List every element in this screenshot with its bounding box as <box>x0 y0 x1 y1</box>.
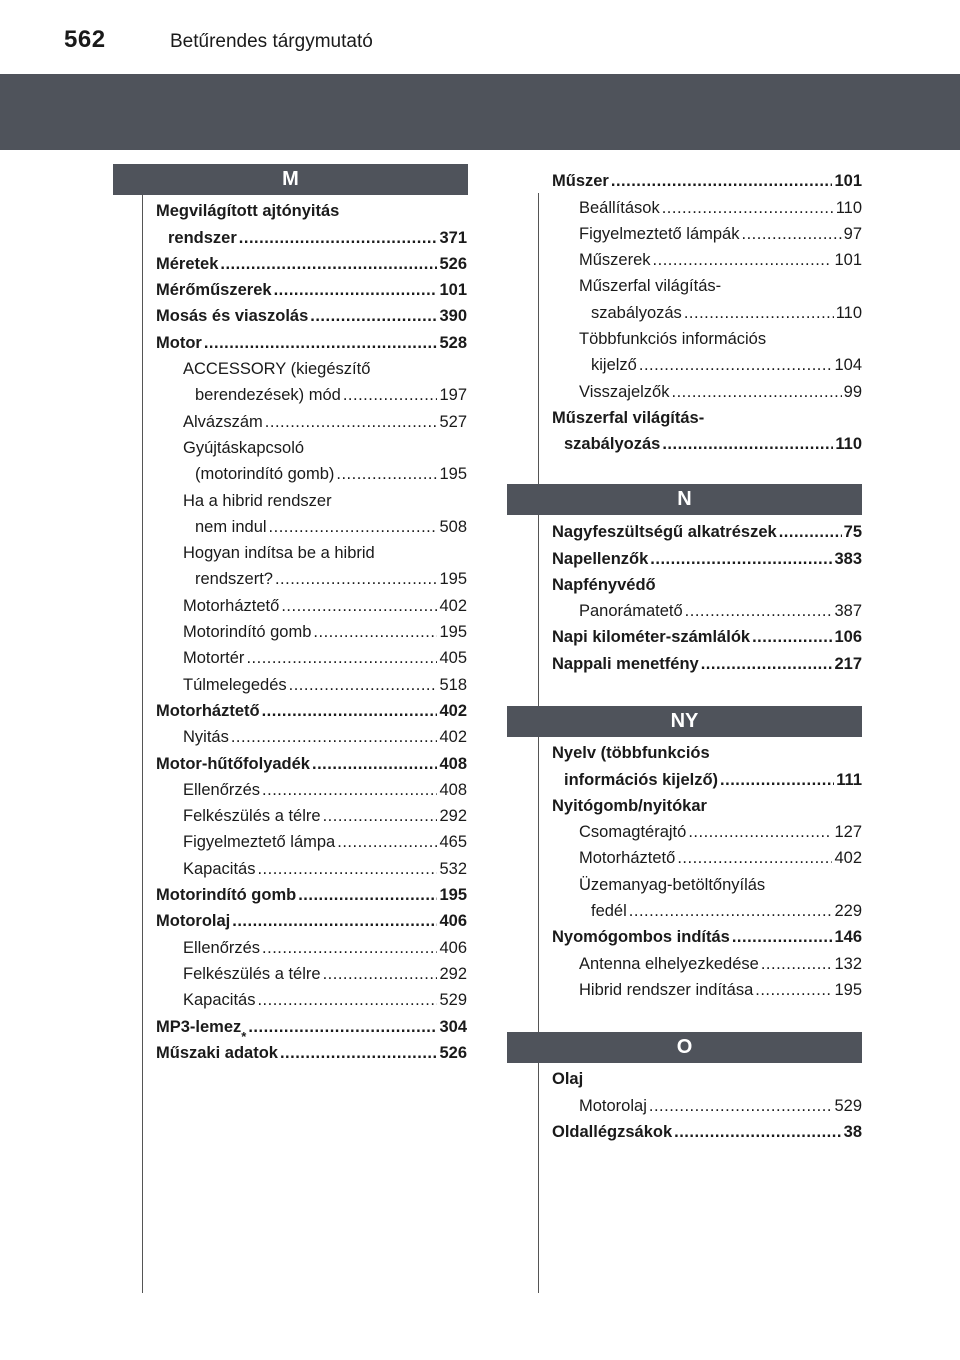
index-entry-term: Csomagtérajtó <box>579 823 687 842</box>
leader-dots <box>289 676 438 695</box>
index-entry-term: Kapacitás <box>183 859 256 878</box>
index-entry <box>156 563 467 589</box>
index-entry <box>156 221 467 247</box>
leader-dots <box>269 518 438 537</box>
index-entry-page: 195 <box>439 570 467 589</box>
leader-dots <box>262 781 437 800</box>
index-entry <box>156 984 467 1010</box>
index-entry <box>156 852 467 878</box>
index-entry-page: 406 <box>439 938 467 957</box>
index-entry <box>156 616 467 642</box>
index-entry <box>552 296 862 322</box>
index-entry-page: 101 <box>834 172 862 191</box>
index-entry-term: Műszerfal világítás- <box>579 277 722 296</box>
index-entry-term: Nappali menetfény <box>552 654 699 673</box>
index-entry-term: Figyelmeztető lámpa <box>183 833 336 852</box>
index-entry <box>552 621 862 647</box>
index-entry-page: 111 <box>836 770 862 789</box>
index-entry <box>156 931 467 957</box>
leader-dots <box>671 383 841 402</box>
index-entry <box>156 1037 467 1063</box>
index-entry <box>552 842 862 868</box>
index-entry-term: Műszerek <box>579 251 651 270</box>
section-header-o: O <box>507 1032 862 1063</box>
index-entry <box>552 1063 862 1089</box>
index-entry <box>552 349 862 375</box>
index-entry-page: 402 <box>439 728 467 747</box>
index-entry-term: Mosás és viaszolás <box>156 307 309 326</box>
leader-dots <box>343 386 438 405</box>
leader-dots <box>649 1097 833 1116</box>
index-entry-term: Napfényvédő <box>552 575 656 594</box>
index-entry-page: 528 <box>439 333 467 352</box>
index-entry-page: 195 <box>834 980 862 999</box>
leader-dots <box>720 771 834 790</box>
leader-dots <box>755 981 832 1000</box>
index-entry <box>156 405 467 431</box>
leader-dots <box>239 229 438 248</box>
leader-dots <box>639 356 833 375</box>
index-entry-term: Motorháztető <box>183 596 280 615</box>
leader-dots <box>204 334 438 353</box>
index-entry-page: 195 <box>439 623 467 642</box>
leader-dots <box>629 902 833 921</box>
leader-dots <box>662 199 834 218</box>
index-entry-term: Ha a hibrid rendszer <box>183 491 332 510</box>
index-entry-page: 292 <box>439 964 467 983</box>
index-entry-page: 465 <box>439 833 467 852</box>
index-entry-term: szabályozás <box>564 435 661 454</box>
index-entry-term: Motorindító gomb <box>183 623 312 642</box>
index-entry <box>552 428 862 454</box>
index-entry <box>552 947 862 973</box>
index-list-m-right <box>552 165 862 454</box>
index-entry-page: 132 <box>834 954 862 973</box>
index-entry <box>552 323 862 349</box>
index-entry <box>552 763 862 789</box>
leader-dots <box>732 928 833 947</box>
index-entry-page: 402 <box>834 849 862 868</box>
index-entry <box>552 375 862 401</box>
leader-dots <box>684 304 834 323</box>
leader-dots <box>257 860 437 879</box>
index-entry-page: 408 <box>439 780 467 799</box>
index-entry-term: Panorámatető <box>579 602 683 621</box>
index-entry-term: Olaj <box>552 1070 584 1089</box>
index-entry <box>156 248 467 274</box>
leader-dots <box>779 523 842 542</box>
index-entry <box>156 879 467 905</box>
index-entry-term: Motorháztető <box>156 701 260 720</box>
leader-dots <box>312 755 437 774</box>
index-entry-page: 38 <box>843 1122 862 1141</box>
leader-dots <box>298 886 437 905</box>
index-entry <box>156 800 467 826</box>
page-title: Betűrendes tárgymutató <box>170 31 373 52</box>
index-entry-term: rendszer <box>168 228 237 247</box>
index-entry-term: ACCESSORY (kiegészítő <box>183 360 371 379</box>
index-entry-term: Felkészülés a télre <box>183 807 321 826</box>
index-entry <box>156 326 467 352</box>
index-entry-term: Méretek <box>156 254 219 273</box>
index-entry-page: 408 <box>439 754 467 773</box>
leader-dots <box>761 955 833 974</box>
index-entry-page: 406 <box>439 912 467 931</box>
index-entry-term: fedél <box>591 902 627 921</box>
leader-dots <box>262 939 437 958</box>
index-entry <box>552 218 862 244</box>
leader-dots <box>685 602 833 621</box>
index-entry-page: 402 <box>439 596 467 615</box>
index-entry-page: 75 <box>843 523 862 542</box>
leader-dots <box>275 570 438 589</box>
index-entry <box>156 432 467 458</box>
index-entry-page: 518 <box>439 675 467 694</box>
section-header-m: M <box>113 164 468 195</box>
index-entry-page: 101 <box>834 251 862 270</box>
index-entry-term: (motorindító gomb) <box>195 465 335 484</box>
index-entry-page: 292 <box>439 807 467 826</box>
index-entry-term: Műszaki adatok <box>156 1043 278 1062</box>
right-column-rule <box>538 193 539 1293</box>
index-entry-term: információs kijelző) <box>564 770 719 789</box>
index-entry <box>156 458 467 484</box>
index-entry-term: Figyelmeztető lámpák <box>579 224 740 243</box>
page-number: 562 <box>64 26 106 53</box>
leader-dots <box>650 550 832 569</box>
index-entry <box>156 589 467 615</box>
index-entry-page: 529 <box>439 991 467 1010</box>
index-entry-term: Üzemanyag-betöltőnyílás <box>579 875 766 894</box>
leader-dots <box>688 823 832 842</box>
index-entry-page: 371 <box>439 228 467 247</box>
index-entry-page: 387 <box>834 602 862 621</box>
index-entry-page: 195 <box>439 886 467 905</box>
index-entry <box>552 542 862 568</box>
leader-dots <box>220 255 437 274</box>
index-list-ny <box>552 737 862 1000</box>
index-list-m-left <box>156 195 467 1063</box>
leader-dots <box>280 1044 438 1063</box>
leader-dots <box>281 597 437 616</box>
leader-dots <box>752 628 832 647</box>
index-entry-page: 529 <box>834 1096 862 1115</box>
index-entry <box>552 270 862 296</box>
index-entry <box>552 516 862 542</box>
index-entry-term: Alvázszám <box>183 412 263 431</box>
index-entry-term: Motorháztető <box>579 849 676 868</box>
index-entry-page: 390 <box>439 307 467 326</box>
index-entry-term: Megvilágított ajtónyitás <box>156 202 340 221</box>
index-entry-page: 97 <box>843 224 862 243</box>
leader-dots <box>337 833 437 852</box>
index-entry-term: Ellenőrzés <box>183 938 261 957</box>
index-entry-page: 195 <box>439 465 467 484</box>
index-entry <box>156 484 467 510</box>
index-list-n <box>552 516 862 674</box>
index-entry <box>156 695 467 721</box>
index-entry-term: Műszerfal világítás- <box>552 408 705 427</box>
index-entry-page: 110 <box>835 303 862 322</box>
index-entry <box>156 379 467 405</box>
index-entry-page: 110 <box>835 198 862 217</box>
index-entry-page: 217 <box>834 654 862 673</box>
leader-dots <box>336 465 437 484</box>
index-entry-page: 405 <box>439 649 467 668</box>
index-entry-term: Beállítások <box>579 198 660 217</box>
index-entry <box>156 353 467 379</box>
index-entry-term: Oldallégzsákok <box>552 1122 673 1141</box>
section-header-n: N <box>507 484 862 515</box>
index-entry <box>552 402 862 428</box>
index-entry <box>552 1089 862 1115</box>
index-entry-term: Napi kilométer-számlálók <box>552 628 751 647</box>
index-entry <box>552 921 862 947</box>
index-entry-term: berendezések) mód <box>195 386 341 405</box>
leader-dots <box>611 172 833 191</box>
index-entry <box>552 895 862 921</box>
index-entry-page: 508 <box>439 517 467 536</box>
leader-dots <box>232 912 437 931</box>
section-header-ny: NY <box>507 706 862 737</box>
leader-dots <box>310 307 437 326</box>
index-entry <box>156 826 467 852</box>
leader-dots <box>246 649 437 668</box>
index-entry-term: rendszert? <box>195 570 273 589</box>
leader-dots <box>653 251 833 270</box>
leader-dots <box>662 435 833 454</box>
index-entry <box>156 642 467 668</box>
index-entry <box>156 747 467 773</box>
index-entry <box>552 790 862 816</box>
index-entry-page: 526 <box>439 254 467 273</box>
leader-dots <box>274 281 438 300</box>
index-entry-page: 106 <box>834 628 862 647</box>
index-entry <box>156 958 467 984</box>
leader-dots <box>674 1123 842 1142</box>
leader-dots <box>265 413 438 432</box>
index-entry-term: MP3-lemez <box>156 1017 242 1036</box>
leader-dots <box>323 807 438 826</box>
header-band <box>0 74 960 150</box>
index-entry-page: 127 <box>834 823 862 842</box>
index-entry-term: Túlmelegedés <box>183 675 287 694</box>
index-entry-term: Mérőműszerek <box>156 281 272 300</box>
index-entry-term: Ellenőrzés <box>183 780 261 799</box>
index-entry-term: Visszajelzők <box>579 382 670 401</box>
index-entry-term: Motor-hűtőfolyadék <box>156 754 310 773</box>
leader-dots <box>231 728 438 747</box>
index-entry-term: Kapacitás <box>183 991 256 1010</box>
leader-dots <box>313 623 437 642</box>
index-entry-term: Motorindító gomb <box>156 886 297 905</box>
index-entry <box>552 647 862 673</box>
index-entry-term: Motorolaj <box>579 1096 647 1115</box>
index-entry-term: Nyitás <box>183 728 229 747</box>
index-entry-page: 104 <box>834 356 862 375</box>
index-entry-page: 532 <box>439 859 467 878</box>
index-entry-term: Nyelv (többfunkciós <box>552 744 710 763</box>
index-entry-term: kijelző <box>591 356 637 375</box>
index-entry <box>156 195 467 221</box>
index-entry-page: 229 <box>834 902 862 921</box>
index-entry-page: 402 <box>439 701 467 720</box>
index-entry <box>552 816 862 842</box>
index-entry-term: Antenna elhelyezkedése <box>579 954 759 973</box>
index-entry-page: 304 <box>439 1017 467 1036</box>
index-entry-term: Motorolaj <box>156 912 231 931</box>
index-entry <box>552 737 862 763</box>
leader-dots <box>741 225 841 244</box>
index-entry <box>156 537 467 563</box>
index-entry <box>552 165 862 191</box>
index-entry-term: nem indul <box>195 517 267 536</box>
index-list-o <box>552 1063 862 1142</box>
index-entry-page: 146 <box>834 928 862 947</box>
leader-dots <box>701 655 833 674</box>
index-entry-term: Műszer <box>552 172 609 191</box>
index-entry-term: Felkészülés a télre <box>183 964 321 983</box>
index-entry <box>552 569 862 595</box>
index-entry-page: 197 <box>439 386 467 405</box>
index-entry-page: 527 <box>439 412 467 431</box>
index-entry <box>552 868 862 894</box>
index-entry-page: 526 <box>439 1043 467 1062</box>
index-entry-term: Napellenzők <box>552 549 649 568</box>
index-entry <box>156 721 467 747</box>
leader-dots <box>248 1018 437 1037</box>
index-entry <box>552 595 862 621</box>
index-entry-page: 99 <box>843 382 862 401</box>
left-column-rule <box>142 193 143 1293</box>
index-entry <box>156 905 467 931</box>
leader-dots <box>262 702 438 721</box>
index-entry-term: Motortér <box>183 649 245 668</box>
index-entry <box>552 1116 862 1142</box>
index-entry-page: 383 <box>834 549 862 568</box>
index-entry-term: Nagyfeszültségű alkatrészek <box>552 523 777 542</box>
leader-dots <box>677 849 832 868</box>
index-entry-term: Nyitógomb/nyitókar <box>552 796 707 815</box>
index-entry <box>156 774 467 800</box>
index-entry-term: Hibrid rendszer indítása <box>579 980 754 999</box>
leader-dots <box>257 991 437 1010</box>
index-entry <box>552 244 862 270</box>
index-entry: MP3-lemez * ..... 304 <box>156 1010 467 1036</box>
index-entry-term: Gyújtáskapcsoló <box>183 438 305 457</box>
index-entry <box>156 300 467 326</box>
index-entry-term: Nyomógombos indítás <box>552 928 730 947</box>
index-entry-page: 110 <box>835 435 862 454</box>
index-entry-term: szabályozás <box>591 303 682 322</box>
index-entry <box>552 974 862 1000</box>
index-entry <box>552 191 862 217</box>
index-entry-term: Többfunkciós információs <box>579 330 767 349</box>
index-entry <box>156 668 467 694</box>
index-entry <box>156 511 467 537</box>
leader-dots <box>323 965 438 984</box>
index-entry <box>156 274 467 300</box>
index-entry-page: 101 <box>439 281 467 300</box>
index-entry-term: Motor <box>156 333 202 352</box>
index-entry-term: Hogyan indítsa be a hibrid <box>183 544 375 563</box>
